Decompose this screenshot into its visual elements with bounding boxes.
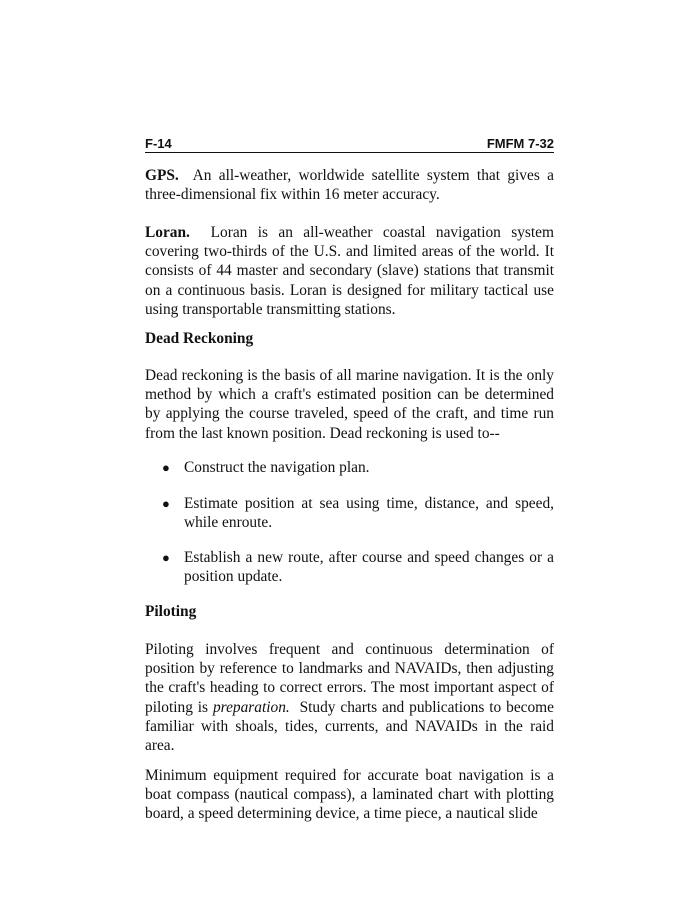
bullet-icon: ●	[162, 460, 170, 475]
gps-term: GPS.	[145, 167, 179, 184]
piloting-heading: Piloting	[145, 603, 197, 620]
list-item: ● Estimate position at sea using time, distance, and speed, while enroute.	[162, 495, 554, 532]
loran-paragraph	[145, 223, 554, 319]
piloting-paragraph-2: Minimum equipment required for accurate boat navigation is a boat compass (nautical compass), a laminated chart with plotting board, a speed determining device, a time piece, a nautical slide	[145, 767, 554, 823]
gps-text: An all-weather, worldwide satellite system that gives a three-dimensional fix within 16 meter accuracy.	[145, 167, 554, 204]
gps-paragraph	[145, 166, 554, 204]
bullet-icon: ●	[162, 496, 170, 511]
list-item: ● Establish a new route, after course and speed changes or a position update.	[162, 549, 554, 586]
document-id: FMFM 7-32	[486, 136, 554, 151]
piloting-paragraph-1: Piloting involves frequent and continuous determination of position by reference to landmarks and NAVAIDs, then adjusting the craft's heading to correct errors. The most important aspect of piloting is preparation. Study charts and publications to become familiar with shoals, tides, currents, and NAVAIDs in the raid area.	[145, 641, 554, 755]
loran-text: Loran is an all-weather coastal navigation system covering two-thirds of the U.S. and limited areas of the world. It consists of 44 master and secondary (slave) stations that transmit on a continuous basis. Loran is designed for military tactical use using transportable transmitting stations.	[145, 224, 554, 318]
running-header	[145, 136, 554, 153]
loran-term: Loran.	[145, 224, 190, 241]
preparation-emphasis: preparation.	[212, 698, 290, 716]
bullet-icon: ●	[162, 550, 170, 565]
dead-reckoning-heading: Dead Reckoning	[145, 330, 254, 347]
page-number: F-14	[145, 136, 172, 151]
list-item: ● Construct the navigation plan.	[162, 459, 370, 476]
dead-reckoning-intro: Dead reckoning is the basis of all marine navigation. It is the only method by which a craft's estimated position can be determined by applying the course traveled, speed of the craft, and time run from the last known position. Dead reckoning is used to--	[145, 367, 554, 442]
